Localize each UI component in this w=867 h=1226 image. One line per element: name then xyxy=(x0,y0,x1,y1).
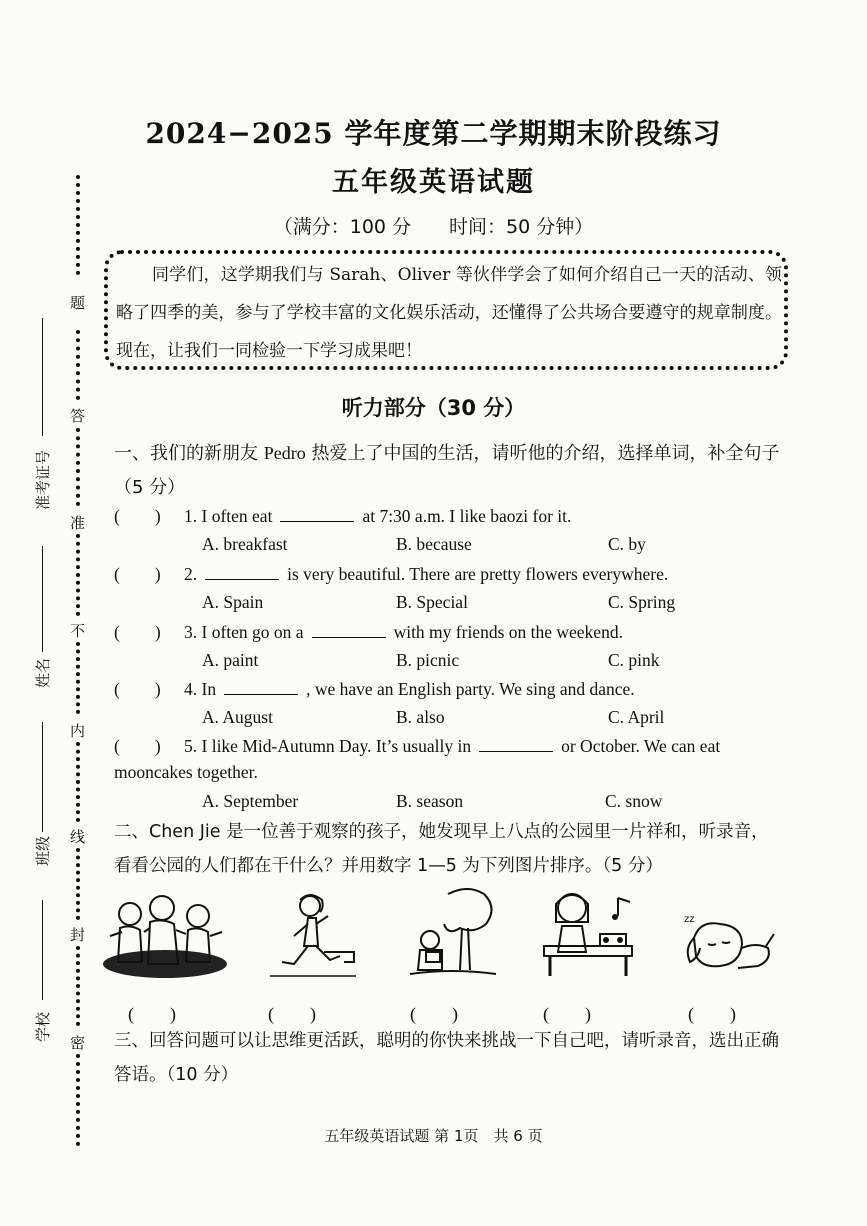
option-b: B. season xyxy=(396,791,464,811)
answer-paren[interactable]: ( ) xyxy=(114,506,161,526)
binding-dotted-line xyxy=(76,642,80,714)
answer-blank[interactable] xyxy=(479,737,553,752)
option-c: C. April xyxy=(608,707,665,727)
binding-dotted-line xyxy=(76,946,80,1026)
exam-number-label: 准考证号 xyxy=(34,449,52,510)
option-a: A. August xyxy=(202,707,273,727)
option-c: C. by xyxy=(608,534,646,554)
option-b: B. Special xyxy=(396,592,468,612)
seal-char: 题 xyxy=(70,294,86,312)
seal-char: 密 xyxy=(70,1034,86,1052)
page-footer: 五年级英语试题 第 1页 共 6 页 xyxy=(324,1127,543,1145)
picture-order-paren[interactable]: ( ) xyxy=(128,1004,176,1024)
seal-char: 线 xyxy=(70,828,86,846)
running-girl-picture xyxy=(268,890,358,982)
exam-subtitle: 五年级英语试题 xyxy=(332,167,535,198)
question-5-continuation: mooncakes together. xyxy=(114,762,258,782)
question-3: ( ) 3. I often go on a with my friends on the weekend. xyxy=(114,622,623,642)
binding-dotted-line xyxy=(76,742,80,822)
intro-text: 同学们，这学期我们与 Sarah、Oliver 等伙伴学会了如何介绍自己一天的活动、领略了四季的美，参与了学校丰富的文化娱乐活动，还懂得了公共场合要遵守的规章制度。现在，让我们一同检验一下学习成果吧！ xyxy=(116,265,782,361)
exam-title: 2024−2025 学年度第二学期期末阶段练习 xyxy=(145,117,722,150)
answer-blank[interactable] xyxy=(280,507,354,522)
listening-section-title: 听力部分（30 分） xyxy=(341,396,526,420)
class-label: 班级 xyxy=(34,835,52,866)
option-c: C. Spring xyxy=(608,592,676,612)
name-label: 姓名 xyxy=(34,657,52,688)
answer-paren[interactable]: ( ) xyxy=(114,564,161,584)
option-b: B. because xyxy=(396,534,472,554)
class-line xyxy=(42,722,43,832)
binding-dotted-line xyxy=(76,534,80,616)
part3-heading: 三、回答问题可以让思维更活跃，聪明的你快来挑战一下自己吧，请听录音，选出正确答语。（10 分） xyxy=(114,1031,779,1085)
answer-paren[interactable]: ( ) xyxy=(114,679,161,699)
question-1: ( ) 1. I often eat at 7:30 a.m. I like baozi for it. xyxy=(114,506,572,526)
answer-paren[interactable]: ( ) xyxy=(114,736,161,756)
binding-dotted-line xyxy=(76,330,80,400)
exam-meta: （满分：100 分 时间：50 分钟） xyxy=(273,216,594,238)
binding-dotted-line xyxy=(76,848,80,920)
sleeping-dog-picture xyxy=(680,908,776,980)
binding-dotted-line xyxy=(76,428,80,506)
school-label: 学校 xyxy=(34,1011,52,1042)
svg-text:zz: zz xyxy=(684,914,695,925)
picture-order-paren[interactable]: ( ) xyxy=(268,1004,316,1024)
tai-chi-elders-picture xyxy=(100,892,230,982)
seal-char: 准 xyxy=(70,514,86,532)
seal-char: 不 xyxy=(70,622,86,640)
listening-music-picture xyxy=(540,886,640,982)
seal-char: 封 xyxy=(70,926,86,944)
option-b: B. also xyxy=(396,707,445,727)
option-a: A. Spain xyxy=(202,592,264,612)
option-c: C. pink xyxy=(608,650,660,670)
answer-blank[interactable] xyxy=(312,623,386,638)
part2-heading: 二、Chen Jie 是一位善于观察的孩子，她发现早上八点的公园里一片祥和，听录音，看看公园的人们都在干什么？并用数字 1—5 为下列图片排序。（5 分） xyxy=(114,822,769,876)
answer-paren[interactable]: ( ) xyxy=(114,622,161,642)
reading-under-tree-picture xyxy=(408,884,498,982)
seal-char: 答 xyxy=(70,407,86,425)
name-line xyxy=(42,546,43,652)
option-a: A. paint xyxy=(202,650,259,670)
option-c: C. snow xyxy=(605,791,663,811)
seal-char: 内 xyxy=(70,722,86,740)
part1-heading: 一、我们的新朋友 Pedro 热爱上了中国的生活，请听他的介绍，选择单词，补全句子（5 分） xyxy=(114,443,780,498)
school-line xyxy=(42,900,43,1000)
picture-order-paren[interactable]: ( ) xyxy=(688,1004,736,1024)
option-a: A. September xyxy=(202,791,299,811)
option-b: B. picnic xyxy=(396,650,460,670)
answer-blank[interactable] xyxy=(224,680,298,695)
picture-order-paren[interactable]: ( ) xyxy=(543,1004,591,1024)
question-5: ( ) 5. I like Mid-Autumn Day. It’s usually in or October. We can eat xyxy=(114,736,721,756)
question-2: ( ) 2. is very beautiful. There are pretty flowers everywhere. xyxy=(114,564,669,584)
picture-order-paren[interactable]: ( ) xyxy=(410,1004,458,1024)
question-4: ( ) 4. In , we have an English party. We sing and dance. xyxy=(114,679,635,699)
answer-blank[interactable] xyxy=(205,565,279,580)
option-a: A. breakfast xyxy=(202,534,288,554)
